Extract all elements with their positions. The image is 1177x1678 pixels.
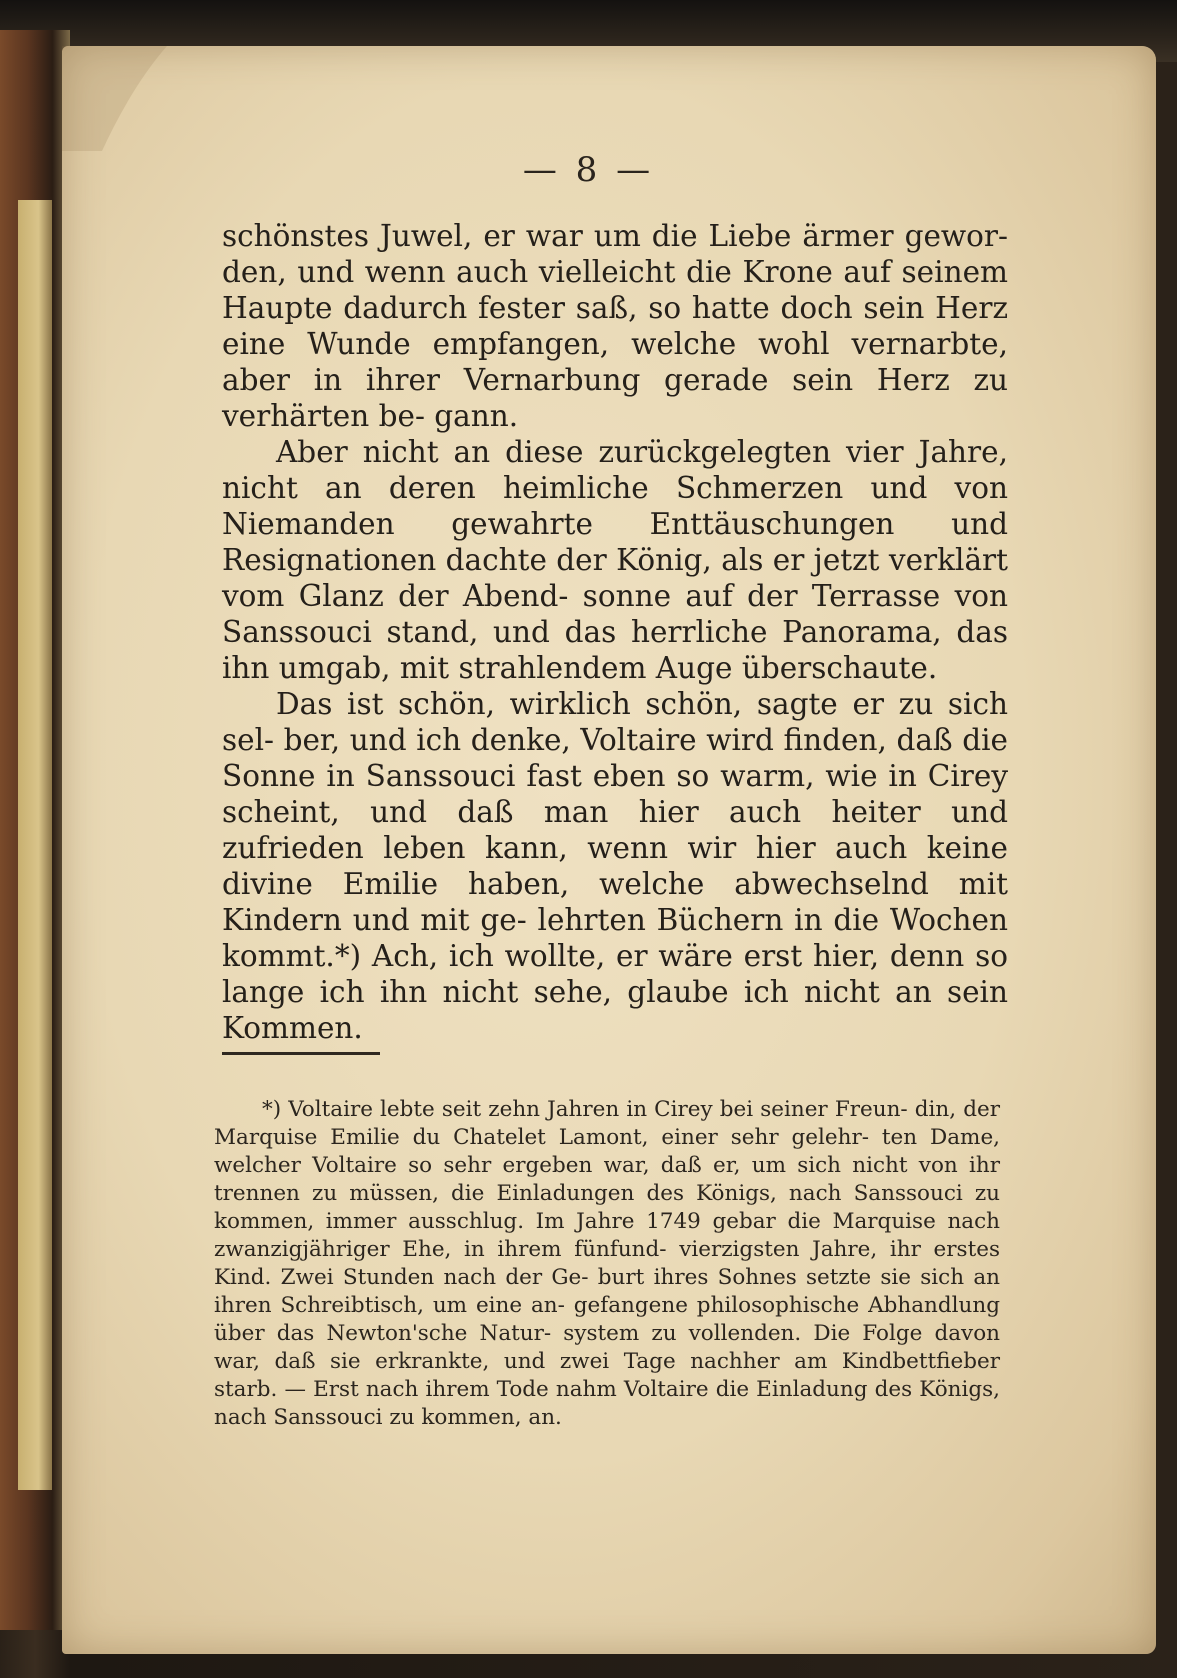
paragraph-1: schönstes Juwel, er war um die Liebe ärmer gewor- den, und wenn auch vielleicht die Krone auf seinem Haupte dadurch fester saß, so hatte doch sein Herz eine Wunde empfangen, welche wohl vernarbte, aber in ihrer Vernarbung gerade sein Herz zu verhärten be- gann. bbox=[222, 219, 1008, 433]
footnote: *) Voltaire lebte seit zehn Jahren in Cirey bei seiner Freun- din, der Marquise Emilie du Chatelet Lamont, einer sehr gelehr- ten Dame, welcher Voltaire so sehr ergeben war, daß er, um sich nicht von ihr trennen zu müssen, die Einladungen des Königs, nach Sanssouci zu kommen, immer ausschlug. Im Jahre 1749 gebar die Marquise nach zwanzigjähriger Ehe, in ihrem fünfund- vierzigsten Jahre, ihr erstes Kind. Zwei Stunden nach der Ge- burt ihres Sohnes setzte sie sich an ihren Schreibtisch, um eine an- gefangene philosophische Abhandlung über das Newton'sche Natur- system zu vollenden. Die Folge davon war, daß sie erkrankte, und zwei Tage nachher am Kindbettfieber starb. — Erst nach ihrem Tode nahm Voltaire die Einladung des Königs, nach Sanssouci zu kommen, an. bbox=[214, 1097, 1000, 1430]
folded-corner-shadow bbox=[62, 46, 172, 156]
body-text bbox=[222, 218, 1008, 1046]
page-stack-edge bbox=[18, 200, 52, 1490]
paragraph-2: Aber nicht an diese zurückgelegten vier Jahre, nicht an deren heimliche Schmerzen und von Niemanden gewahrte Enttäuschungen und Resignationen dachte der König, als er jetzt verklärt vom Glanz der Abend- sonne auf der Terrasse von Sanssouci stand, und das herrliche Panorama, das ihn umgab, mit strahlendem Auge überschaute. bbox=[222, 435, 1008, 685]
footnote-divider bbox=[222, 1052, 380, 1055]
paragraph-3: Das ist schön, wirklich schön, sagte er zu sich sel- ber, und ich denke, Voltaire wird finden, daß die Sonne in Sanssouci fast eben so warm, wie in Cirey scheint, und daß man hier auch heiter und zufrieden leben kann, wenn wir hier auch keine divine Emilie haben, welche abwechselnd mit Kindern und mit ge- lehrten Büchern in die Wochen kommt.*) Ach, ich wollte, er wäre erst hier, denn so lange ich ihn nicht sehe, glaube ich nicht an sein Kommen. bbox=[222, 687, 1008, 1045]
page-number: — 8 — bbox=[522, 150, 655, 190]
